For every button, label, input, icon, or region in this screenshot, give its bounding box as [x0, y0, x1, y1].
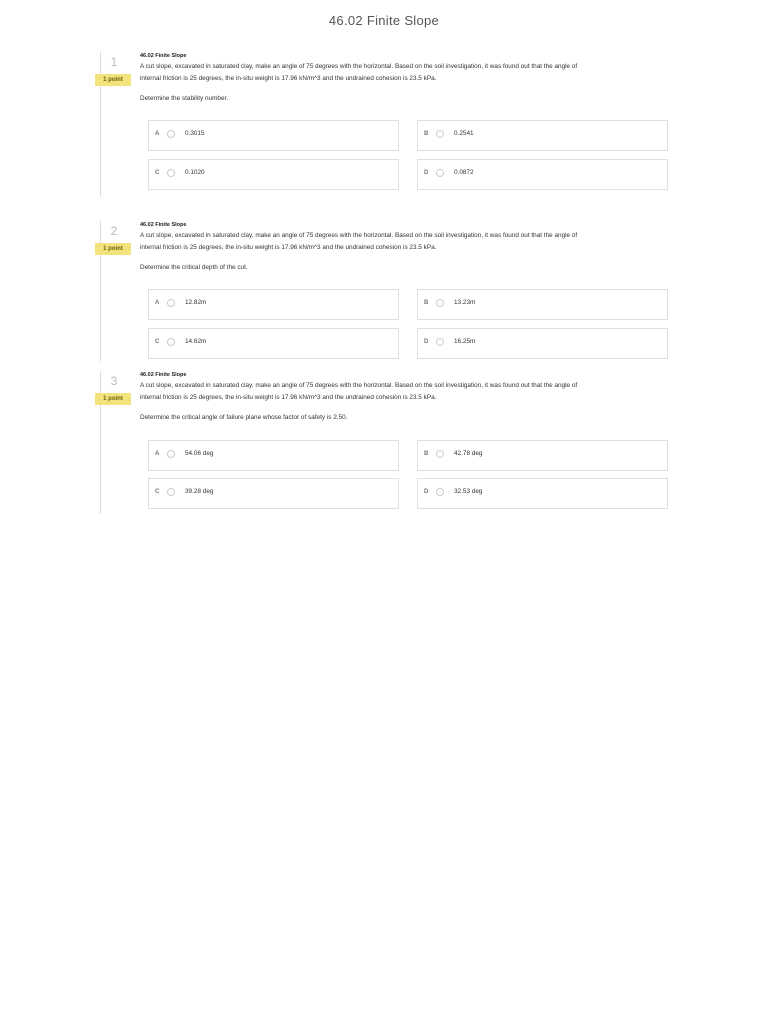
- question-2: [92, 221, 682, 373]
- choice-letter: B: [424, 131, 429, 137]
- points-badge: 1 point: [95, 243, 131, 255]
- choice-c[interactable]: [148, 478, 399, 509]
- choice-a[interactable]: [148, 120, 399, 151]
- choice-value: 12.82m: [185, 299, 207, 306]
- choice-value: 14.62m: [185, 338, 207, 345]
- radio-button[interactable]: [167, 488, 175, 496]
- question-prompt: Determine the stability number.: [140, 95, 229, 102]
- choice-letter: C: [155, 489, 160, 495]
- question-number: 3: [110, 374, 118, 388]
- choice-letter: B: [424, 300, 429, 306]
- choice-d[interactable]: [417, 159, 668, 190]
- choice-letter: C: [155, 170, 160, 176]
- choice-value: 0.3015: [185, 130, 205, 137]
- choice-value: 39.28 deg: [185, 488, 214, 495]
- question-rail: [100, 221, 101, 361]
- choice-letter: D: [424, 339, 429, 345]
- radio-button[interactable]: [436, 488, 444, 496]
- radio-button[interactable]: [436, 130, 444, 138]
- choice-value: 0.2541: [454, 130, 474, 137]
- choice-value: 54.06 deg: [185, 450, 214, 457]
- question-prompt: Determine the critical depth of the cut.: [140, 264, 248, 271]
- question-1: [92, 52, 682, 204]
- question-topic: 46.02 Finite Slope: [140, 222, 187, 228]
- question-topic: 46.02 Finite Slope: [140, 372, 187, 378]
- question-topic: 46.02 Finite Slope: [140, 53, 187, 59]
- choice-letter: D: [424, 489, 429, 495]
- choice-a[interactable]: [148, 440, 399, 471]
- points-badge: 1 point: [95, 74, 131, 86]
- radio-button[interactable]: [436, 299, 444, 307]
- radio-button[interactable]: [167, 299, 175, 307]
- choice-d[interactable]: [417, 328, 668, 359]
- question-number: 1: [110, 55, 118, 69]
- question-3: [92, 371, 682, 521]
- question-body: [140, 52, 670, 103]
- choice-letter: A: [155, 300, 160, 306]
- radio-button[interactable]: [436, 338, 444, 346]
- question-text-line: A cut slope, excavated in saturated clay, make an angle of 75 degrees with the horizontal. Based on the soil investigation, it was found out that the angle of: [140, 232, 578, 239]
- question-text-line: A cut slope, excavated in saturated clay, make an angle of 75 degrees with the horizontal. Based on the soil investigation, it was found out that the angle of: [140, 382, 578, 389]
- question-text: [140, 380, 670, 404]
- choice-value: 32.53 deg: [454, 488, 483, 495]
- question-text: [140, 230, 670, 254]
- page-title: 46.02 Finite Slope: [328, 13, 440, 28]
- choice-c[interactable]: [148, 159, 399, 190]
- question-body: [140, 371, 670, 422]
- question-text-line: internal friction is 25 degrees, the in-situ weight is 17.96 kN/m^3 and the undrained cohesion is 23.5 kPa.: [140, 394, 437, 401]
- question-number: 2: [110, 224, 118, 238]
- radio-button[interactable]: [167, 130, 175, 138]
- choice-value: 0.1020: [185, 169, 205, 176]
- radio-button[interactable]: [167, 450, 175, 458]
- radio-button[interactable]: [167, 169, 175, 177]
- choice-b[interactable]: [417, 120, 668, 151]
- choice-letter: A: [155, 451, 160, 457]
- radio-button[interactable]: [436, 450, 444, 458]
- choice-value: 13.23m: [454, 299, 476, 306]
- choice-value: 16.25m: [454, 338, 476, 345]
- choice-b[interactable]: [417, 289, 668, 320]
- radio-button[interactable]: [167, 338, 175, 346]
- choice-letter: A: [155, 131, 160, 137]
- radio-button[interactable]: [436, 169, 444, 177]
- question-text-line: internal friction is 25 degrees, the in-situ weight is 17.96 kN/m^3 and the undrained cohesion is 23.5 kPa.: [140, 244, 437, 251]
- choice-letter: D: [424, 170, 429, 176]
- question-text-line: A cut slope, excavated in saturated clay, make an angle of 75 degrees with the horizontal. Based on the soil investigation, it was found out that the angle of: [140, 63, 578, 70]
- choice-d[interactable]: [417, 478, 668, 509]
- choice-b[interactable]: [417, 440, 668, 471]
- question-text: [140, 61, 670, 85]
- question-text-line: internal friction is 25 degrees, the in-situ weight is 17.96 kN/m^3 and the undrained cohesion is 23.5 kPa.: [140, 75, 437, 82]
- choice-letter: C: [155, 339, 160, 345]
- points-badge: 1 point: [95, 393, 131, 405]
- choice-letter: B: [424, 451, 429, 457]
- choice-a[interactable]: [148, 289, 399, 320]
- question-prompt: Determine the critical angle of failure plane whose factor of safety is 2.50.: [140, 414, 348, 421]
- choice-value: 42.78 deg: [454, 450, 483, 457]
- choice-c[interactable]: [148, 328, 399, 359]
- choice-value: 0.0872: [454, 169, 474, 176]
- question-body: [140, 221, 670, 272]
